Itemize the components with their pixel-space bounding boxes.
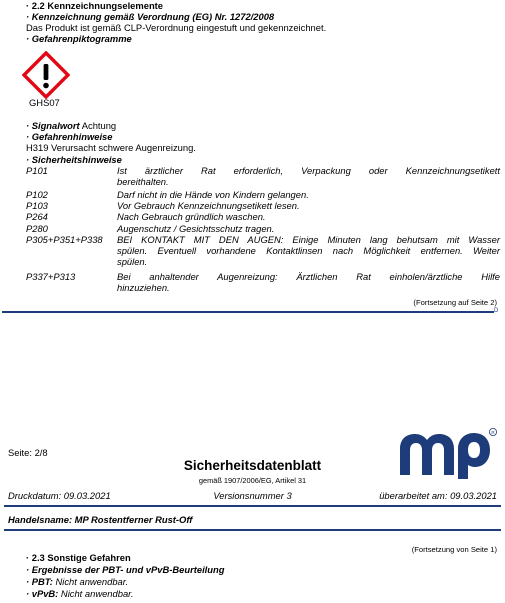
trade-name-rule — [4, 529, 501, 531]
safety-text — [117, 223, 500, 234]
section-2-2-heading: · 2.2 Kennzeichnungselemente — [26, 0, 164, 11]
hazard-heading: · Gefahrenhinweise — [26, 131, 113, 142]
safety-code: P337+P313 — [26, 271, 76, 282]
safety-text-line: Bei anhaltender Augenreizung: Ärztlichen Rat einholen/ärztliche Hilfe — [117, 271, 500, 282]
safety-text-line: Nach Gebrauch gründlich waschen. — [117, 211, 266, 222]
document-title: Sicherheitsdatenblatt — [183, 458, 322, 473]
vpvb-label: · vPvB: — [26, 588, 59, 599]
safety-code: P280 — [26, 223, 48, 234]
safety-text — [117, 211, 500, 222]
regulation-heading: · Kennzeichnung gemäß Verordnung (EG) Nr. 1272/2008 — [26, 11, 275, 22]
safety-text-line: Vor Gebrauch Kennzeichnungsetikett lesen. — [117, 200, 300, 211]
page-number: Seite: 2/8 — [8, 447, 48, 458]
signal-value: Achtung — [81, 120, 117, 131]
hazard-text: H319 Verursacht schwere Augenreizung. — [26, 142, 196, 153]
revised-date: überarbeitet am: 09.03.2021 — [379, 490, 497, 501]
pictogram-code: GHS07 — [29, 97, 60, 108]
document-subtitle: gemäß 1907/2006/EG, Artikel 31 — [198, 476, 307, 485]
safety-text-line: spülen. Eventuell vorhandene Kontaktlinsen nach Möglichkeit entfernen. Weiter — [117, 245, 500, 256]
continued-from-note: (Fortsetzung von Seite 1) — [411, 545, 497, 554]
pbt-heading: · Ergebnisse der PBT- und vPvB-Beurteilung — [26, 564, 225, 575]
ghs07-exclamation-icon — [22, 51, 70, 99]
pbt-label: · PBT: — [26, 576, 53, 587]
safety-text — [117, 189, 500, 200]
page-end-rule — [2, 311, 494, 313]
safety-text-line: spülen. — [117, 256, 148, 267]
regulation-text: Das Produkt ist gemäß CLP-Verordnung eingestuft und gekennzeichnet. — [26, 22, 327, 33]
safety-text — [117, 234, 500, 267]
continued-next-note: (Fortsetzung auf Seite 2) — [413, 298, 497, 307]
safety-text-line: bereithalten. — [117, 176, 169, 187]
logo-text — [398, 427, 399, 428]
vpvb-line — [26, 588, 134, 599]
safety-text-line: hinzuziehen. — [117, 282, 170, 293]
version-number: Versionsnummer 3 — [213, 490, 292, 501]
safety-code: P264 — [26, 211, 48, 222]
safety-code: P102 — [26, 189, 48, 200]
safety-text — [117, 200, 500, 211]
safety-text — [117, 165, 500, 187]
signal-word — [26, 120, 116, 131]
signal-label: · Signalwort — [26, 120, 80, 131]
safety-text — [117, 271, 500, 293]
registered-mark: R — [491, 429, 495, 435]
safety-code: P101 — [26, 165, 48, 176]
rule-marker: D — [494, 308, 499, 314]
vpvb-value: Nicht anwendbar. — [60, 588, 134, 599]
safety-code: P305+P351+P338 — [26, 234, 103, 245]
section-2-3-heading: · 2.3 Sonstige Gefahren — [26, 552, 131, 563]
print-date: Druckdatum: 09.03.2021 — [8, 490, 111, 501]
safety-code: P103 — [26, 200, 48, 211]
safety-text-line: Augenschutz / Gesichtsschutz tragen. — [117, 223, 275, 234]
safety-heading: · Sicherheitshinweise — [26, 154, 122, 165]
header-rule — [4, 505, 501, 507]
safety-text-line: Ist ärztlicher Rat erforderlich, Verpackung oder Kennzeichnungsetikett — [117, 165, 500, 176]
pbt-line — [26, 576, 128, 587]
safety-text-line: Darf nicht in die Hände von Kindern gelangen. — [117, 189, 309, 200]
pbt-value: Nicht anwendbar. — [55, 576, 129, 587]
trade-name: Handelsname: MP Rostentferner Rust-Off — [8, 514, 193, 525]
safety-text-line: BEI KONTAKT MIT DEN AUGEN: Einige Minuten lang behutsam mit Wasser — [117, 234, 500, 245]
pictogram-heading: · Gefahrenpiktogramme — [26, 33, 132, 44]
